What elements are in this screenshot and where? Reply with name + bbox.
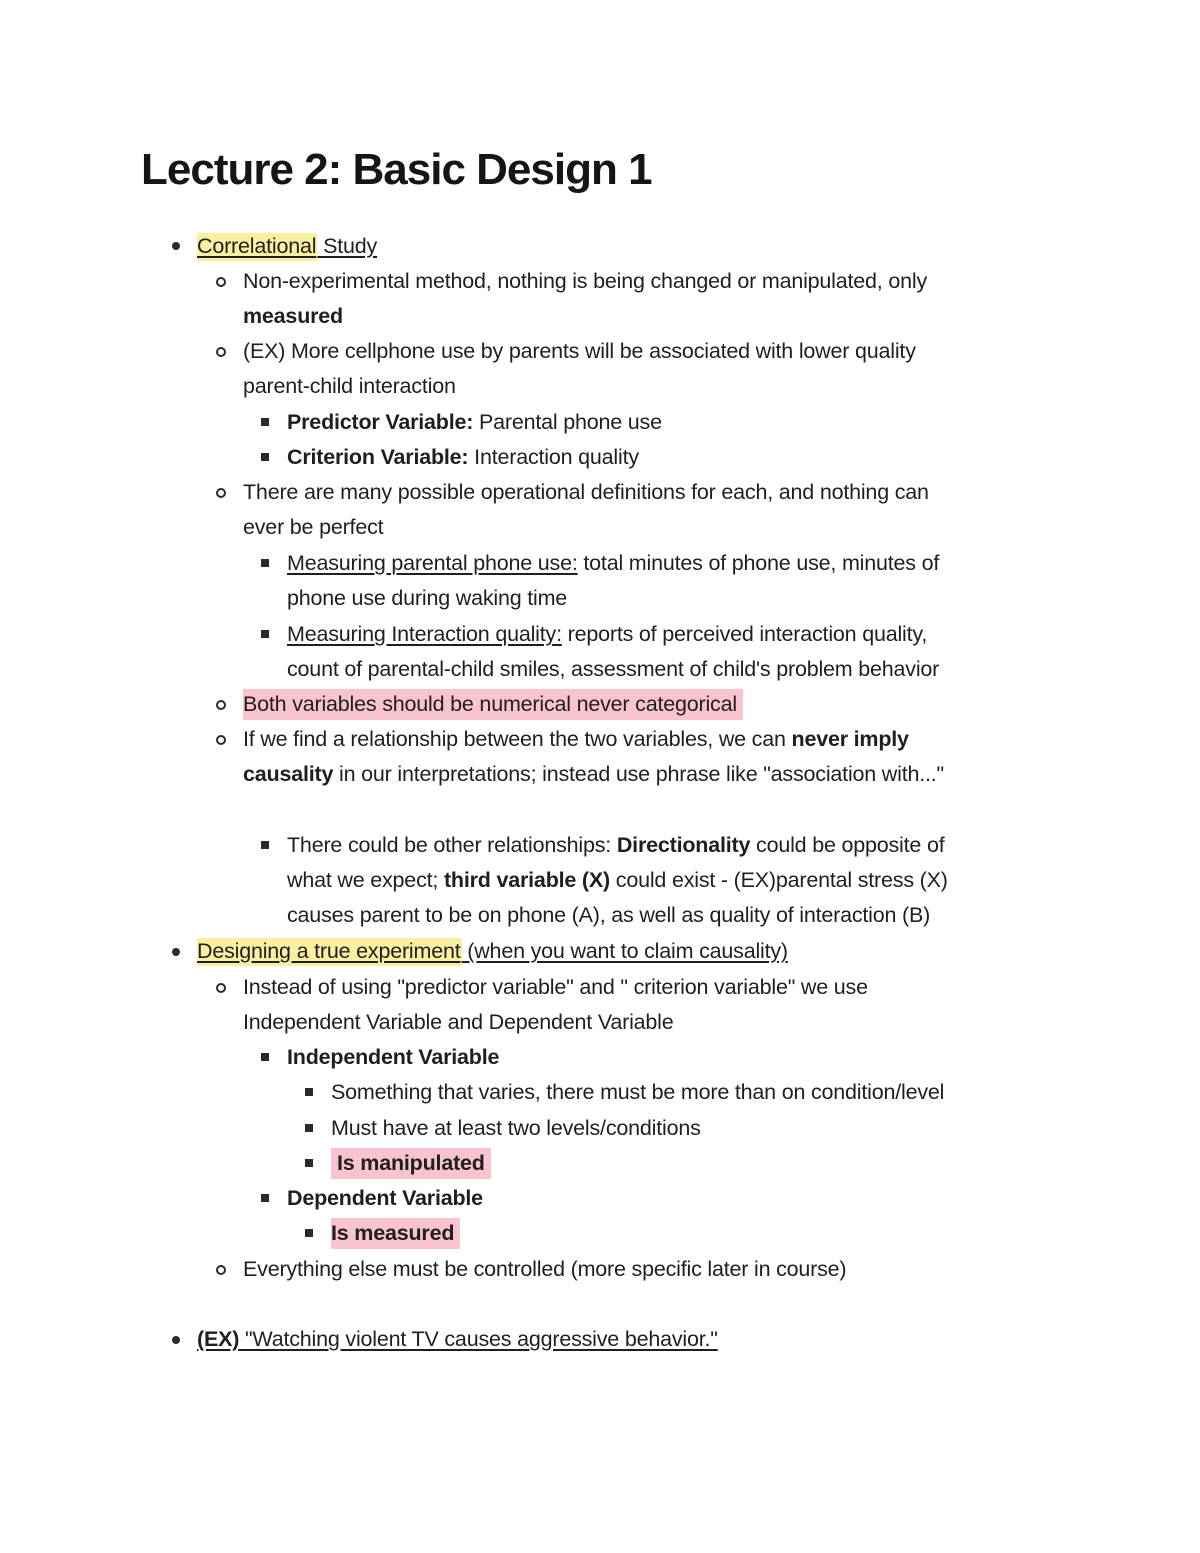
- highlight-experiment: Designing a true experiment: [197, 938, 462, 966]
- square-bullet-icon: [261, 1053, 269, 1061]
- list-item-line: ever be perfect: [243, 515, 384, 539]
- heading-text: (when you want to claim causality): [461, 939, 788, 963]
- term-label: Criterion Variable:: [287, 445, 469, 469]
- list-item-line: Must have at least two levels/conditions: [331, 1116, 701, 1140]
- highlight-manipulated: Is manipulated: [331, 1148, 491, 1179]
- circle-bullet-icon: [216, 735, 226, 745]
- bold-run: never imply: [791, 727, 909, 751]
- text-run: If we find a relationship between the two variables, we can: [243, 727, 792, 751]
- square-bullet-icon: [305, 1124, 313, 1132]
- bold-run: Directionality: [616, 833, 751, 857]
- term-value: reports of perceived interaction quality,: [561, 622, 928, 646]
- list-item-causality-cont: [243, 759, 944, 789]
- list-item-line: (EX) More cellphone use by parents will be associated with lower quality: [243, 339, 916, 363]
- list-item-measure-interaction: [287, 619, 927, 649]
- list-item-line: Something that varies, there must be more than on condition/level: [331, 1080, 945, 1104]
- term-value: total minutes of phone use, minutes of: [577, 551, 940, 575]
- section-heading-correlational: [197, 231, 377, 261]
- square-bullet-icon: [305, 1159, 313, 1167]
- list-item-dependent-variable: Dependent Variable: [287, 1186, 483, 1210]
- square-bullet-icon: [261, 453, 269, 461]
- text-run: in our interpretations; instead use phrase like "association with...": [333, 762, 944, 786]
- list-item-line: count of parental-child smiles, assessment of child's problem behavior: [287, 657, 940, 681]
- term-label: Measuring Interaction quality:: [287, 622, 562, 646]
- text-run: what we expect;: [287, 868, 444, 892]
- circle-bullet-icon: [216, 347, 226, 357]
- square-bullet-icon: [261, 418, 269, 426]
- section-heading-example: [197, 1324, 718, 1354]
- list-item-line: Everything else must be controlled (more specific later in course): [243, 1257, 847, 1281]
- term-label: Measuring parental phone use:: [287, 551, 578, 575]
- disc-bullet-icon: [172, 242, 180, 250]
- list-item-numerical: [243, 689, 743, 719]
- square-bullet-icon: [261, 559, 269, 567]
- text-run: could be opposite of: [750, 833, 945, 857]
- list-item-line: Independent Variable and Dependent Variable: [243, 1010, 674, 1034]
- circle-bullet-icon: [216, 700, 226, 710]
- term-label: Predictor Variable:: [287, 410, 474, 434]
- disc-bullet-icon: [172, 1336, 180, 1344]
- square-bullet-icon: [305, 1229, 313, 1237]
- square-bullet-icon: [261, 630, 269, 638]
- highlight-numerical: Both variables should be numerical never categorical: [243, 689, 743, 720]
- term-value: Parental phone use: [473, 410, 662, 434]
- list-item-line: Instead of using "predictor variable" and " criterion variable" we use: [243, 975, 868, 999]
- list-item-line: Non-experimental method, nothing is being changed or manipulated, only: [243, 269, 927, 293]
- list-item-other-relationships-cont: [287, 865, 948, 895]
- list-item-line: causes parent to be on phone (A), as well as quality of interaction (B): [287, 903, 931, 927]
- square-bullet-icon: [305, 1088, 313, 1096]
- disc-bullet-icon: [172, 948, 180, 956]
- circle-bullet-icon: [216, 277, 226, 287]
- circle-bullet-icon: [216, 983, 226, 993]
- page-title: Lecture 2: Basic Design 1: [141, 145, 652, 194]
- bold-run: third variable (X): [443, 868, 610, 892]
- list-item-other-relationships: [287, 830, 944, 860]
- list-item-measured: [331, 1218, 460, 1248]
- bold-run: causality: [243, 762, 334, 786]
- list-item-measure-phone: [287, 548, 939, 578]
- circle-bullet-icon: [216, 1265, 226, 1275]
- list-item-predictor: [287, 407, 662, 437]
- section-heading-experiment: [197, 936, 788, 966]
- highlight-measured: Is measured: [331, 1218, 460, 1249]
- list-item-line: measured: [243, 304, 343, 328]
- list-item-line: parent-child interaction: [243, 374, 456, 398]
- text-run: could exist - (EX)parental stress (X): [610, 868, 948, 892]
- list-item-line: There are many possible operational definitions for each, and nothing can: [243, 480, 929, 504]
- heading-text: Study: [317, 234, 378, 258]
- list-item-causality: [243, 724, 909, 754]
- square-bullet-icon: [261, 1194, 269, 1202]
- list-item-criterion: [287, 442, 639, 472]
- term-value: Interaction quality: [468, 445, 639, 469]
- circle-bullet-icon: [216, 488, 226, 498]
- highlight-correlational: Correlational: [197, 233, 317, 261]
- heading-text: "Watching violent TV causes aggressive behavior.": [239, 1327, 718, 1351]
- list-item-line: phone use during waking time: [287, 586, 568, 610]
- square-bullet-icon: [261, 841, 269, 849]
- bold-run: (EX): [197, 1327, 240, 1351]
- list-item-independent-variable: Independent Variable: [287, 1045, 500, 1069]
- text-run: There could be other relationships:: [287, 833, 617, 857]
- list-item-manipulated: [337, 1148, 491, 1178]
